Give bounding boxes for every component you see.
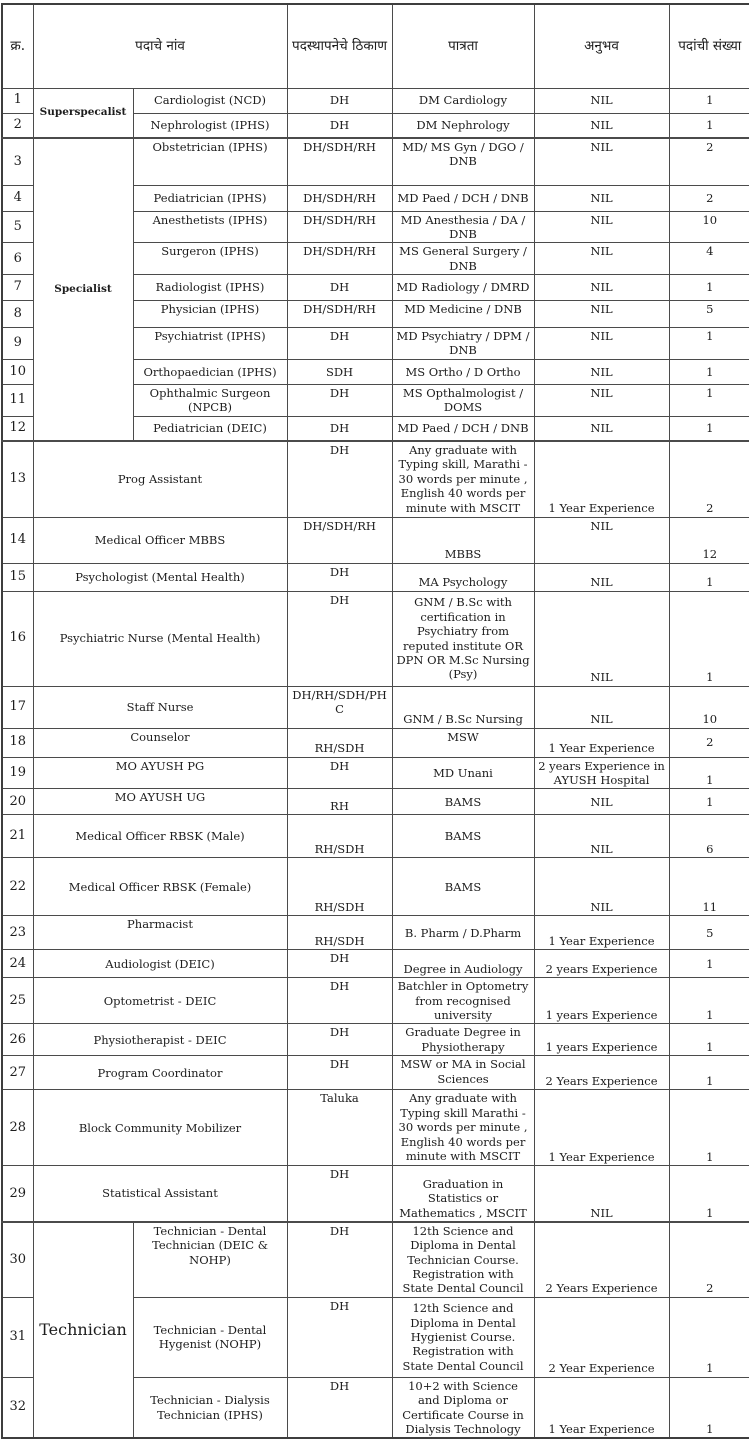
location-cell: DH/SDH/RH	[287, 185, 392, 211]
location-cell: RH/SDH	[287, 728, 392, 757]
group-cell: Technician	[33, 1222, 133, 1438]
qualification-cell: MBBS	[392, 517, 534, 563]
experience-cell: 2 years Experience	[534, 950, 669, 978]
location-cell: DH	[287, 563, 392, 591]
table-row	[2, 728, 749, 757]
location-cell: DH	[287, 1222, 392, 1297]
count-cell: 1	[669, 328, 749, 360]
count-cell: 10	[669, 211, 749, 243]
table-row	[2, 815, 749, 858]
count-cell: 1	[669, 978, 749, 1024]
serial-cell: 8	[2, 301, 33, 328]
experience-cell: NIL	[534, 185, 669, 211]
experience-cell: NIL	[534, 591, 669, 686]
post-name-cell: Physiotherapist - DEIC	[33, 1024, 287, 1056]
post-name-cell: Physician (IPHS)	[133, 301, 287, 328]
location-cell: RH	[287, 789, 392, 815]
qualification-cell: 12th Science and Diploma in Dental Hygienist Course. Registration with State Dental Council	[392, 1297, 534, 1377]
table-row	[2, 1090, 749, 1166]
qualification-cell: MSW or MA in Social Sciences	[392, 1056, 534, 1090]
qualification-cell: BAMS	[392, 789, 534, 815]
qualification-cell: BAMS	[392, 858, 534, 916]
location-cell: DH/SDH/RH	[287, 517, 392, 563]
serial-cell: 11	[2, 384, 33, 416]
count-cell: 1	[669, 275, 749, 301]
table-row	[2, 916, 749, 950]
experience-cell: NIL	[534, 789, 669, 815]
location-cell: DH	[287, 88, 392, 113]
post-name-cell: Technician - Dental Technician (DEIC & NOHP)	[133, 1222, 287, 1297]
location-cell: SDH	[287, 359, 392, 384]
post-name-cell: Pharmacist	[33, 916, 287, 950]
group-cell: Superspecalist	[33, 88, 133, 138]
location-cell: DH/SDH/RH	[287, 211, 392, 243]
location-cell: DH	[287, 275, 392, 301]
serial-cell: 2	[2, 113, 33, 138]
table-row	[2, 517, 749, 563]
post-name-cell: Staff Nurse	[33, 686, 287, 728]
post-name-cell: Statistical Assistant	[33, 1166, 287, 1222]
table-row	[2, 1222, 749, 1297]
post-name-cell: Ophthalmic Surgeon (NPCB)	[133, 384, 287, 416]
experience-cell: NIL	[534, 384, 669, 416]
qualification-cell: MD Paed / DCH / DNB	[392, 416, 534, 441]
serial-cell: 32	[2, 1377, 33, 1438]
location-cell: DH	[287, 113, 392, 138]
header-qualification: पात्रता	[392, 4, 534, 88]
count-cell: 1	[669, 416, 749, 441]
serial-cell: 5	[2, 211, 33, 243]
location-cell: RH/SDH	[287, 916, 392, 950]
experience-cell: 1 Year Experience	[534, 728, 669, 757]
post-name-cell: Orthopaedician (IPHS)	[133, 359, 287, 384]
qualification-cell: DM Cardiology	[392, 88, 534, 113]
count-cell: 1	[669, 88, 749, 113]
experience-cell: 2 Year Experience	[534, 1297, 669, 1377]
table-row	[2, 1056, 749, 1090]
count-cell: 1	[669, 1297, 749, 1377]
serial-cell: 14	[2, 517, 33, 563]
experience-cell: NIL	[534, 517, 669, 563]
serial-cell: 21	[2, 815, 33, 858]
location-cell: Taluka	[287, 1090, 392, 1166]
group-cell: Specialist	[33, 138, 133, 441]
experience-cell: 1 Year Experience	[534, 916, 669, 950]
location-cell: DH	[287, 950, 392, 978]
post-name-cell: Optometrist - DEIC	[33, 978, 287, 1024]
count-cell: 2	[669, 138, 749, 185]
location-cell: DH	[287, 1297, 392, 1377]
experience-cell: NIL	[534, 328, 669, 360]
serial-cell: 4	[2, 185, 33, 211]
serial-cell: 20	[2, 789, 33, 815]
count-cell: 10	[669, 686, 749, 728]
qualification-cell: MS Ortho / D Ortho	[392, 359, 534, 384]
experience-cell: 2 years Experience in AYUSH Hospital	[534, 757, 669, 789]
qualification-cell: B. Pharm / D.Pharm	[392, 916, 534, 950]
count-cell: 1	[669, 789, 749, 815]
header-post-name: पदाचे नांव	[33, 4, 287, 88]
count-cell: 1	[669, 1166, 749, 1222]
table-row	[2, 858, 749, 916]
serial-cell: 10	[2, 359, 33, 384]
post-name-cell: Anesthetists (IPHS)	[133, 211, 287, 243]
qualification-cell: Any graduate with Typing skill Marathi - 30 words per minute , English 40 words per minute with MSCIT	[392, 1090, 534, 1166]
qualification-cell: 10+2 with Science and Diploma or Certificate Course in Dialysis Technology	[392, 1377, 534, 1438]
count-cell: 5	[669, 301, 749, 328]
count-cell: 1	[669, 950, 749, 978]
count-cell: 1	[669, 1090, 749, 1166]
serial-cell: 7	[2, 275, 33, 301]
count-cell: 4	[669, 243, 749, 275]
serial-cell: 23	[2, 916, 33, 950]
location-cell: DH	[287, 416, 392, 441]
serial-cell: 3	[2, 138, 33, 185]
count-cell: 2	[669, 441, 749, 517]
qualification-cell: GNM / B.Sc with certification in Psychiatry from reputed institute OR DPN OR M.Sc Nursing (Psy)	[392, 591, 534, 686]
experience-cell: 1 years Experience	[534, 978, 669, 1024]
post-name-cell: Audiologist (DEIC)	[33, 950, 287, 978]
post-name-cell: Block Community Mobilizer	[33, 1090, 287, 1166]
experience-cell: NIL	[534, 113, 669, 138]
qualification-cell: Any graduate with Typing skill, Marathi - 30 words per minute , English 40 words per minute with MSCIT	[392, 441, 534, 517]
post-name-cell: Psychiatric Nurse (Mental Health)	[33, 591, 287, 686]
experience-cell: NIL	[534, 1166, 669, 1222]
table-row	[2, 686, 749, 728]
qualification-cell: MA Psychology	[392, 563, 534, 591]
experience-cell: NIL	[534, 138, 669, 185]
qualification-cell: MS General Surgery / DNB	[392, 243, 534, 275]
serial-cell: 29	[2, 1166, 33, 1222]
count-cell: 1	[669, 359, 749, 384]
table-row	[2, 1166, 749, 1222]
qualification-cell: Graduate Degree in Physiotherapy	[392, 1024, 534, 1056]
post-name-cell: Cardiologist (NCD)	[133, 88, 287, 113]
count-cell: 5	[669, 916, 749, 950]
post-name-cell: Program Coordinator	[33, 1056, 287, 1090]
table-body	[2, 88, 749, 1438]
table-row	[2, 138, 749, 185]
location-cell: DH	[287, 1024, 392, 1056]
experience-cell: 1 Year Experience	[534, 441, 669, 517]
table-row	[2, 978, 749, 1024]
serial-cell: 17	[2, 686, 33, 728]
table-row	[2, 1024, 749, 1056]
post-name-cell: MO AYUSH UG	[33, 789, 287, 815]
serial-cell: 30	[2, 1222, 33, 1297]
post-name-cell: Pediatrician (DEIC)	[133, 416, 287, 441]
count-cell: 2	[669, 185, 749, 211]
post-name-cell: Psychiatrist (IPHS)	[133, 328, 287, 360]
location-cell: DH/RH/SDH/PHC	[287, 686, 392, 728]
experience-cell: NIL	[534, 815, 669, 858]
serial-cell: 16	[2, 591, 33, 686]
count-cell: 1	[669, 1024, 749, 1056]
table-row	[2, 950, 749, 978]
serial-cell: 15	[2, 563, 33, 591]
location-cell: DH/SDH/RH	[287, 243, 392, 275]
location-cell: DH	[287, 1056, 392, 1090]
experience-cell: NIL	[534, 275, 669, 301]
serial-cell: 24	[2, 950, 33, 978]
experience-cell: 2 Years Experience	[534, 1056, 669, 1090]
qualification-cell: 12th Science and Diploma in Dental Technician Course. Registration with State Dental Council	[392, 1222, 534, 1297]
post-name-cell: Nephrologist (IPHS)	[133, 113, 287, 138]
post-name-cell: Psychologist (Mental Health)	[33, 563, 287, 591]
location-cell: DH	[287, 978, 392, 1024]
count-cell: 1	[669, 384, 749, 416]
post-name-cell: Prog Assistant	[33, 441, 287, 517]
table-row	[2, 757, 749, 789]
count-cell: 1	[669, 1056, 749, 1090]
count-cell: 1	[669, 113, 749, 138]
location-cell: DH	[287, 441, 392, 517]
post-name-cell: Technician - Dialysis Technician (IPHS)	[133, 1377, 287, 1438]
count-cell: 2	[669, 1222, 749, 1297]
qualification-cell: MSW	[392, 728, 534, 757]
count-cell: 1	[669, 591, 749, 686]
qualification-cell: GNM / B.Sc Nursing	[392, 686, 534, 728]
experience-cell: NIL	[534, 88, 669, 113]
location-cell: DH	[287, 757, 392, 789]
experience-cell: 1 years Experience	[534, 1024, 669, 1056]
qualification-cell: MD Radiology / DMRD	[392, 275, 534, 301]
location-cell: RH/SDH	[287, 858, 392, 916]
header-row	[2, 4, 749, 88]
post-name-cell: Technician - Dental Hygenist (NOHP)	[133, 1297, 287, 1377]
serial-cell: 13	[2, 441, 33, 517]
location-cell: DH	[287, 384, 392, 416]
serial-cell: 27	[2, 1056, 33, 1090]
serial-cell: 12	[2, 416, 33, 441]
post-name-cell: Pediatrician (IPHS)	[133, 185, 287, 211]
experience-cell: NIL	[534, 416, 669, 441]
count-cell: 1	[669, 563, 749, 591]
experience-cell: NIL	[534, 243, 669, 275]
location-cell: DH	[287, 1166, 392, 1222]
location-cell: RH/SDH	[287, 815, 392, 858]
post-name-cell: MO AYUSH PG	[33, 757, 287, 789]
experience-cell: 1 Year Experience	[534, 1377, 669, 1438]
qualification-cell: MD Unani	[392, 757, 534, 789]
qualification-cell: DM Nephrology	[392, 113, 534, 138]
qualification-cell: Batchler in Optometry from recognised university	[392, 978, 534, 1024]
count-cell: 1	[669, 757, 749, 789]
serial-cell: 1	[2, 88, 33, 113]
qualification-cell: Graduation in Statistics or Mathematics , MSCIT	[392, 1166, 534, 1222]
qualification-cell: MD/ MS Gyn / DGO / DNB	[392, 138, 534, 185]
location-cell: DH/SDH/RH	[287, 138, 392, 185]
table-row	[2, 441, 749, 517]
post-name-cell: Surgeron (IPHS)	[133, 243, 287, 275]
count-cell: 1	[669, 1377, 749, 1438]
header-experience: अनुभव	[534, 4, 669, 88]
count-cell: 2	[669, 728, 749, 757]
post-name-cell: Obstetrician (IPHS)	[133, 138, 287, 185]
table-row	[2, 88, 749, 113]
table-row	[2, 789, 749, 815]
qualification-cell: MS Opthalmologist / DOMS	[392, 384, 534, 416]
count-cell: 11	[669, 858, 749, 916]
location-cell: DH/SDH/RH	[287, 301, 392, 328]
serial-cell: 22	[2, 858, 33, 916]
header-serial: क्र.	[2, 4, 33, 88]
location-cell: DH	[287, 328, 392, 360]
location-cell: DH	[287, 591, 392, 686]
serial-cell: 19	[2, 757, 33, 789]
post-name-cell: Radiologist (IPHS)	[133, 275, 287, 301]
experience-cell: NIL	[534, 359, 669, 384]
experience-cell: NIL	[534, 563, 669, 591]
serial-cell: 26	[2, 1024, 33, 1056]
serial-cell: 31	[2, 1297, 33, 1377]
count-cell: 6	[669, 815, 749, 858]
experience-cell: NIL	[534, 686, 669, 728]
table-row	[2, 591, 749, 686]
serial-cell: 9	[2, 328, 33, 360]
experience-cell: NIL	[534, 211, 669, 243]
location-cell: DH	[287, 1377, 392, 1438]
experience-cell: NIL	[534, 858, 669, 916]
experience-cell: NIL	[534, 301, 669, 328]
vacancy-table	[1, 3, 749, 1439]
serial-cell: 18	[2, 728, 33, 757]
experience-cell: 1 Year Experience	[534, 1090, 669, 1166]
post-name-cell: Medical Officer RBSK (Female)	[33, 858, 287, 916]
count-cell: 12	[669, 517, 749, 563]
serial-cell: 28	[2, 1090, 33, 1166]
post-name-cell: Medical Officer MBBS	[33, 517, 287, 563]
serial-cell: 6	[2, 243, 33, 275]
qualification-cell: MD Paed / DCH / DNB	[392, 185, 534, 211]
qualification-cell: MD Psychiatry / DPM / DNB	[392, 328, 534, 360]
experience-cell: 2 Years Experience	[534, 1222, 669, 1297]
qualification-cell: Degree in Audiology	[392, 950, 534, 978]
serial-cell: 25	[2, 978, 33, 1024]
post-name-cell: Medical Officer RBSK (Male)	[33, 815, 287, 858]
header-count: पदांची संख्या	[669, 4, 749, 88]
header-location: पदस्थापनेचे ठिकाण	[287, 4, 392, 88]
qualification-cell: MD Anesthesia / DA / DNB	[392, 211, 534, 243]
qualification-cell: MD Medicine / DNB	[392, 301, 534, 328]
qualification-cell: BAMS	[392, 815, 534, 858]
table-row	[2, 563, 749, 591]
post-name-cell: Counselor	[33, 728, 287, 757]
